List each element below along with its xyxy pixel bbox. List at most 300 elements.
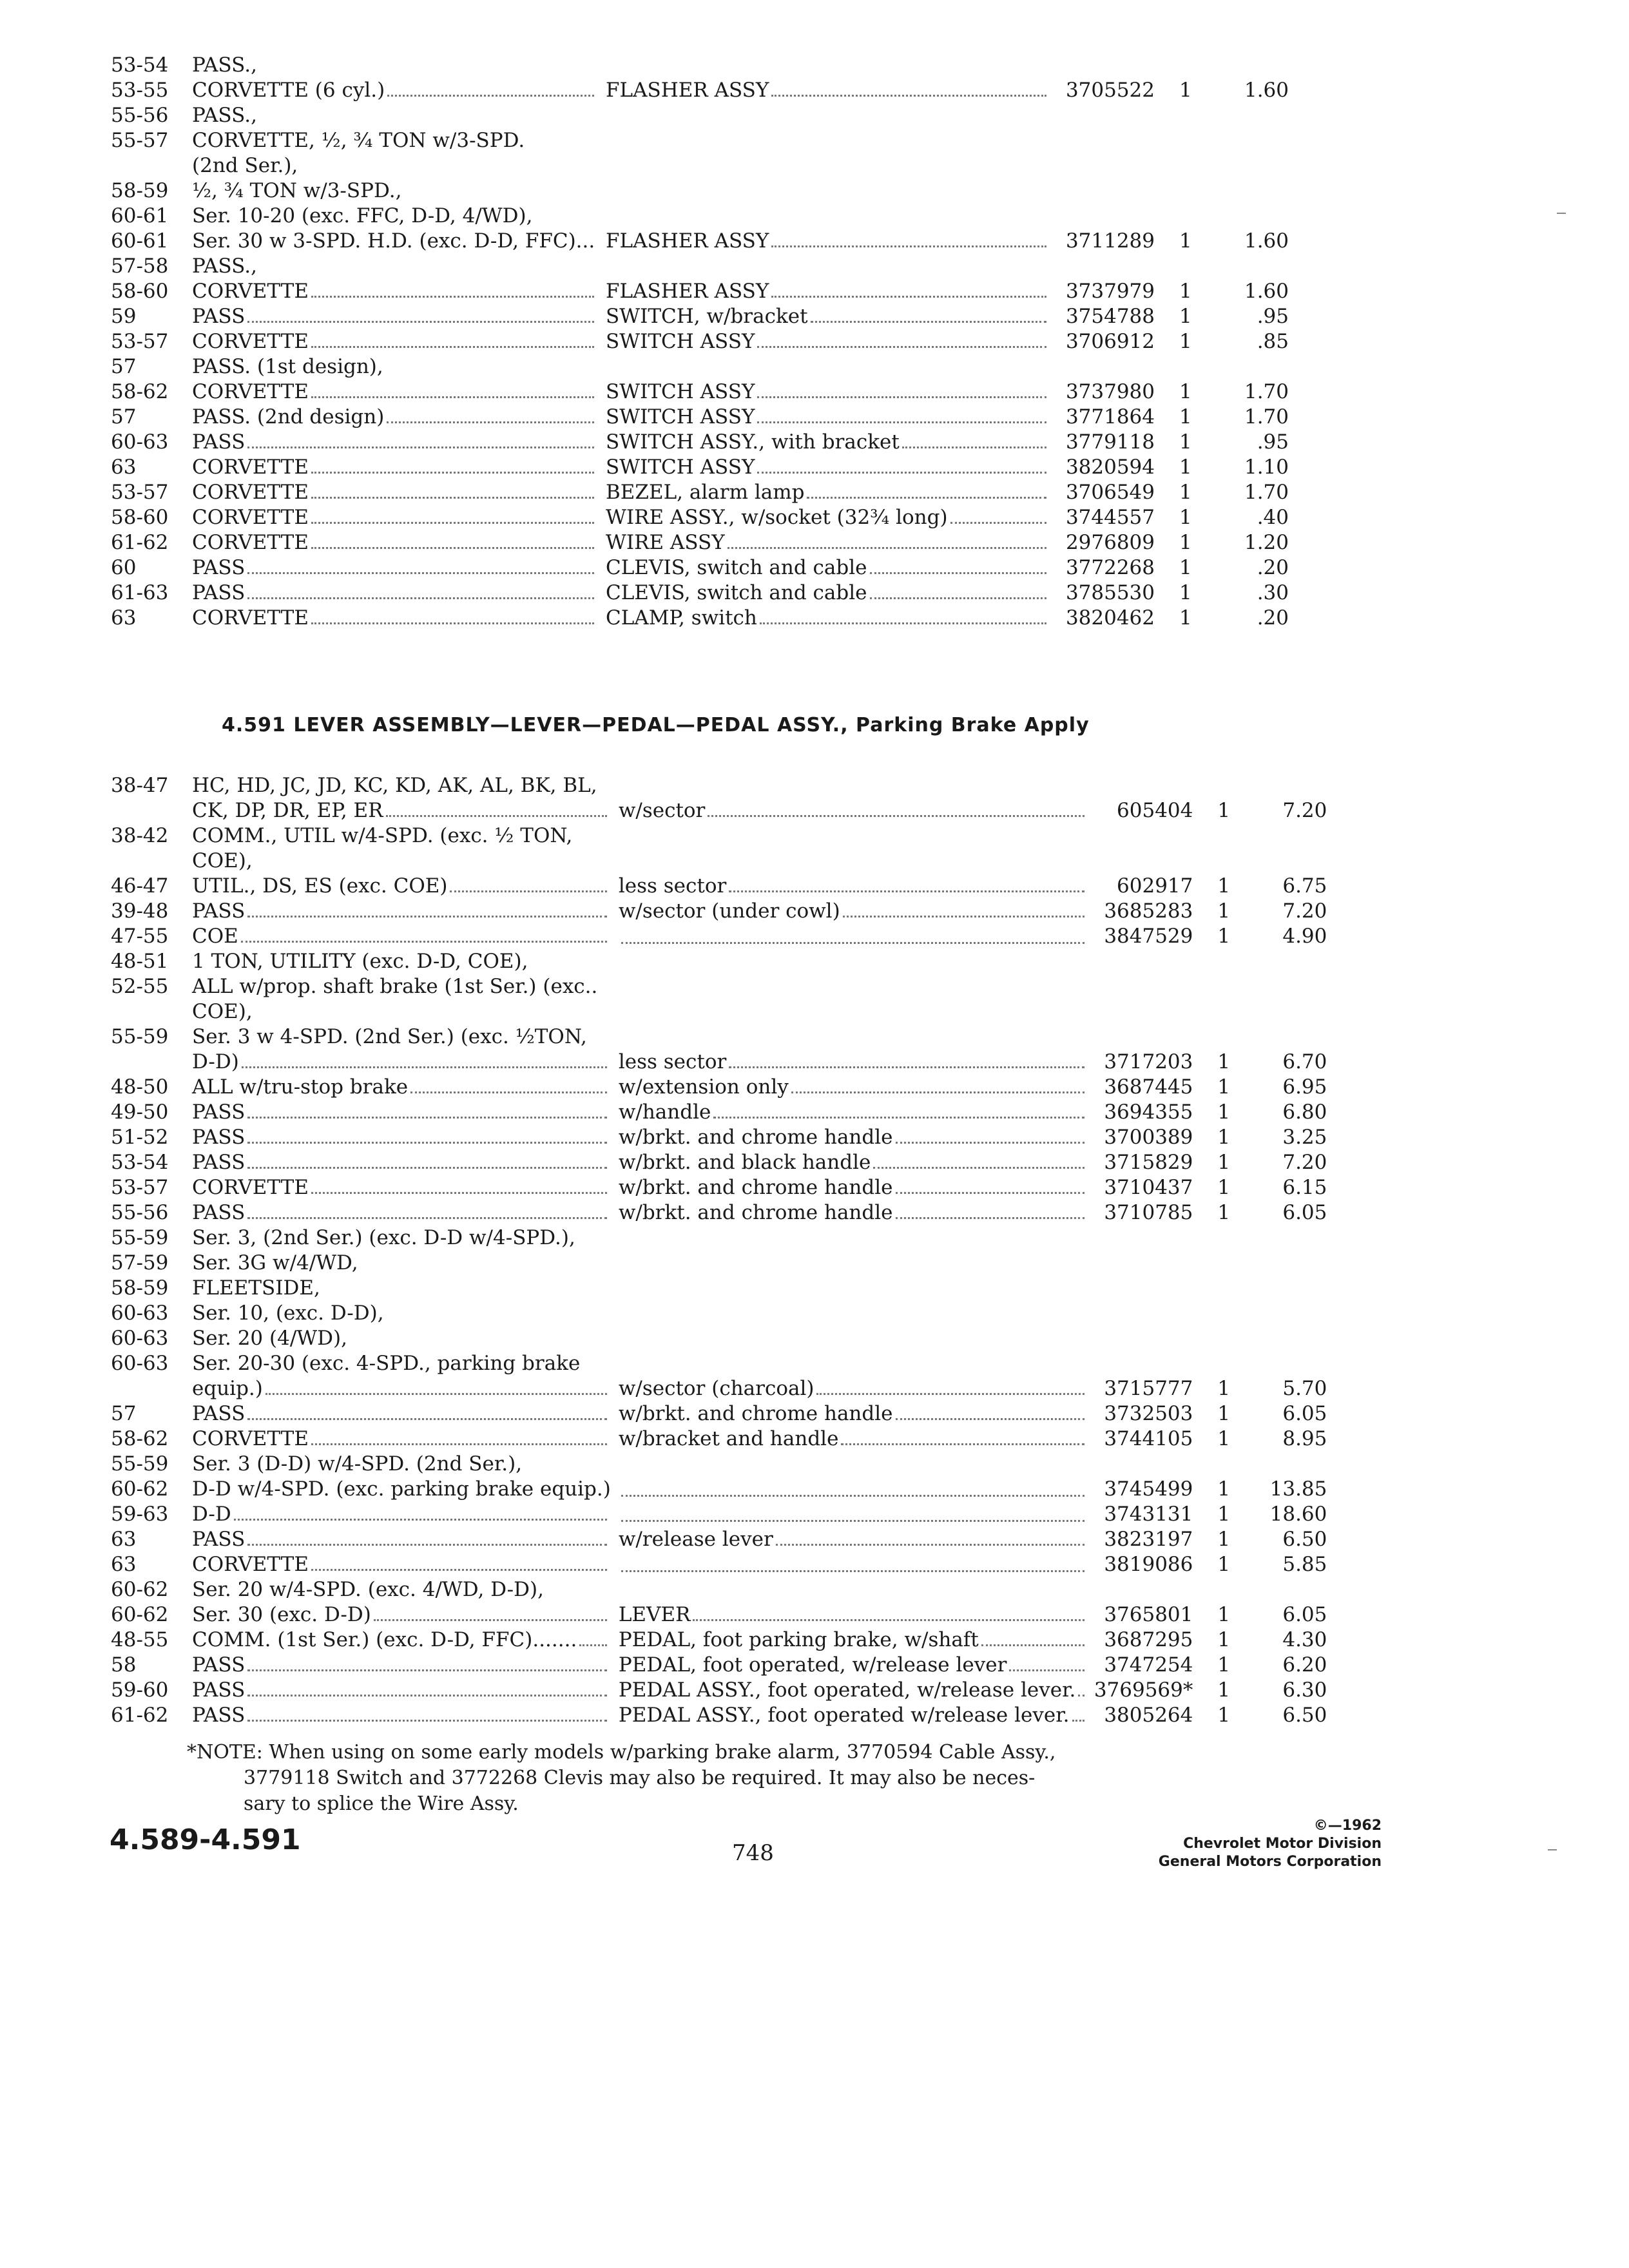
part-description: [611, 924, 1089, 949]
price: .40: [1257, 506, 1289, 529]
part-number: 3847529: [1104, 925, 1193, 948]
part-number: 3715829: [1104, 1151, 1193, 1174]
dot-leader: [621, 942, 1085, 944]
part-description: [611, 999, 1089, 1024]
part-number: 3737979: [1065, 280, 1155, 303]
part-number: 3687445: [1104, 1075, 1193, 1099]
model-years: 53-57: [111, 481, 169, 504]
table-row: [111, 1024, 1327, 1050]
dot-leader: [387, 95, 594, 97]
part-number: [1050, 354, 1173, 380]
model-description: [192, 430, 598, 455]
model-description-text: Ser. 3, (2nd Ser.) (exc. D-D w/4-SPD.),: [192, 1226, 575, 1249]
model-description: [192, 405, 598, 430]
table-row: [111, 1301, 1327, 1326]
quantity: 1: [1179, 380, 1192, 403]
table-row: [111, 78, 1289, 103]
model-description: [192, 1200, 611, 1225]
part-description-text: WIRE ASSY: [606, 531, 725, 554]
model-description: [192, 480, 598, 505]
price: [1224, 178, 1289, 204]
part-description-text: w/brkt. and chrome handle: [618, 1402, 893, 1425]
model-description-text: Ser. 3G w/4/WD,: [192, 1251, 358, 1274]
table-row: [111, 430, 1289, 455]
part-number: [1088, 999, 1211, 1024]
dot-leader: [896, 1217, 1085, 1219]
dot-leader: [247, 916, 607, 918]
model-description-text: CORVETTE: [192, 456, 309, 479]
model-description-text: 1 TON, UTILITY (exc. D-D, COE),: [192, 950, 528, 973]
dot-leader: [234, 1519, 607, 1521]
price: [1262, 1225, 1327, 1251]
quantity: [1173, 354, 1224, 380]
part-description: [611, 1628, 1089, 1653]
price: [1262, 1024, 1327, 1050]
quantity: 1: [1217, 1553, 1231, 1576]
part-description-text: w/bracket and handle: [618, 1427, 839, 1450]
margin-mark: [1557, 213, 1566, 214]
quantity: 1: [1179, 79, 1192, 102]
dot-leader: [621, 1520, 1085, 1522]
model-description-text: D-D): [192, 1050, 239, 1073]
dot-leader: [896, 1418, 1085, 1420]
model-years: 60-63: [111, 1352, 169, 1375]
part-description: [611, 823, 1089, 849]
part-description-text: w/brkt. and chrome handle: [618, 1176, 893, 1199]
part-number: 3694355: [1104, 1100, 1193, 1124]
part-description-text: SWITCH ASSY: [606, 330, 755, 353]
dot-leader: [791, 1091, 1085, 1093]
dot-leader: [387, 421, 594, 423]
dot-leader: [757, 346, 1046, 348]
copyright-block: [1159, 1817, 1382, 1871]
part-description-text: PEDAL ASSY., foot operated, w/release lever.: [618, 1678, 1076, 1702]
table-row: [111, 1602, 1327, 1628]
model-years: 58-59: [111, 1276, 169, 1300]
part-description: [598, 405, 1050, 430]
table-row: [111, 505, 1289, 530]
model-description: [192, 153, 598, 178]
table-row: [111, 1653, 1327, 1678]
margin-mark: [1548, 1849, 1557, 1850]
division-name: Chevrolet Motor Division: [1183, 1836, 1382, 1852]
price: [1262, 773, 1327, 798]
part-description-text: FLASHER ASSY: [606, 79, 769, 102]
part-description: [611, 949, 1089, 974]
model-description: [192, 1301, 611, 1326]
table-row: [111, 354, 1289, 380]
part-description: [598, 153, 1050, 178]
quantity: 1: [1217, 1603, 1231, 1626]
part-number: 3820462: [1065, 606, 1155, 629]
part-description: [611, 1276, 1089, 1301]
dot-leader: [311, 1443, 607, 1445]
model-description: [192, 505, 598, 530]
part-number: 3743131: [1104, 1503, 1193, 1526]
model-description-text: ALL w/prop. shaft brake (1st Ser.) (exc..: [192, 975, 598, 998]
part-description: [598, 304, 1050, 329]
part-description: [598, 178, 1050, 204]
quantity: 1: [1217, 1402, 1231, 1425]
part-description: [611, 773, 1089, 798]
price: [1262, 1326, 1327, 1351]
part-number: 3710785: [1104, 1201, 1193, 1224]
section-heading: 4.591 LEVER ASSEMBLY—LEVER—PEDAL—PEDAL ASSY., Parking Brake Apply: [222, 714, 1090, 736]
price: [1262, 849, 1327, 874]
dot-leader: [811, 321, 1046, 323]
model-years: 39-48: [111, 899, 169, 923]
price: 6.30: [1282, 1678, 1327, 1702]
part-description: [611, 798, 1089, 823]
quantity: [1173, 178, 1224, 204]
table-row: [111, 1100, 1327, 1125]
part-number: 3771864: [1065, 405, 1155, 428]
part-description-text: WIRE ASSY., w/socket (32¾ long): [606, 506, 948, 529]
model-description-text: CORVETTE, ½, ¾ TON w/3-SPD.: [192, 129, 525, 152]
model-description-text: CORVETTE: [192, 481, 309, 504]
model-description: [192, 1653, 611, 1678]
price: 1.10: [1244, 456, 1289, 479]
table-row: [111, 924, 1327, 949]
table-row: [111, 1075, 1327, 1100]
table-row: [111, 1251, 1327, 1276]
model-years: 60-62: [111, 1603, 169, 1626]
table-row: [111, 1376, 1327, 1401]
price: 7.20: [1282, 1151, 1327, 1174]
part-description: [598, 505, 1050, 530]
model-years: 48-51: [111, 950, 169, 973]
dot-leader: [311, 1192, 607, 1194]
footnote-line: 3779118 Switch and 3772268 Clevis may also be required. It may also be neces-: [244, 1767, 1036, 1789]
model-description: [192, 606, 598, 631]
part-number: 2976809: [1065, 531, 1155, 554]
dot-leader: [241, 941, 607, 943]
model-description: [192, 380, 598, 405]
model-description-text: UTIL., DS, ES (exc. COE): [192, 874, 448, 898]
price: [1224, 53, 1289, 78]
price: 6.70: [1282, 1050, 1327, 1073]
footnote: [187, 1740, 1083, 1817]
model-years: [111, 1050, 192, 1075]
quantity: [1211, 849, 1262, 874]
part-description: [611, 1602, 1089, 1628]
dot-leader: [757, 472, 1046, 474]
part-description: [611, 1225, 1089, 1251]
price: [1224, 254, 1289, 279]
part-description: [611, 1502, 1089, 1527]
quantity: [1211, 1452, 1262, 1477]
model-description: [192, 974, 611, 999]
part-description: [598, 455, 1050, 480]
model-years: 51-52: [111, 1126, 169, 1149]
model-years: 57: [111, 355, 137, 378]
model-years: 58-62: [111, 380, 169, 403]
quantity: 1: [1217, 1075, 1231, 1099]
price: 6.05: [1282, 1603, 1327, 1626]
part-description-text: FLASHER ASSY: [606, 229, 769, 253]
part-number: [1050, 204, 1173, 229]
model-description: [192, 1225, 611, 1251]
part-description-text: PEDAL, foot parking brake, w/shaft: [618, 1628, 979, 1651]
price: [1262, 974, 1327, 999]
table-row: [111, 279, 1289, 304]
part-description: [611, 1401, 1089, 1427]
dot-leader: [950, 522, 1046, 524]
part-number: 3823197: [1104, 1528, 1193, 1551]
model-description-text: ½, ¾ TON w/3-SPD.,: [192, 179, 402, 202]
model-years: 58: [111, 1653, 137, 1677]
table-row: [111, 823, 1327, 849]
table-row: [111, 1150, 1327, 1175]
model-years: 63: [111, 606, 137, 629]
quantity: 1: [1217, 1477, 1231, 1501]
model-years: 60-63: [111, 430, 169, 454]
table-row: [111, 1628, 1327, 1653]
part-description-text: w/extension only: [618, 1075, 789, 1099]
table-row: [111, 1577, 1327, 1602]
quantity: 1: [1217, 1050, 1231, 1073]
quantity: [1211, 823, 1262, 849]
quantity: 1: [1179, 330, 1192, 353]
model-description: [192, 1703, 611, 1728]
dot-leader: [771, 245, 1046, 247]
table-row: [111, 254, 1289, 279]
dot-leader: [311, 346, 594, 348]
dot-leader: [757, 396, 1046, 398]
part-description: [611, 1050, 1089, 1075]
quantity: 1: [1179, 556, 1192, 579]
table-row: [111, 178, 1289, 204]
table-row: [111, 1225, 1327, 1251]
footnote-line: sary to splice the Wire Assy.: [244, 1792, 519, 1815]
part-number: [1088, 1452, 1211, 1477]
model-years: 53-54: [111, 1151, 169, 1174]
model-description: [192, 581, 598, 606]
part-description: [611, 1703, 1089, 1728]
model-description-text: PASS.,: [192, 255, 257, 278]
quantity: 1: [1179, 581, 1192, 604]
part-number: 3711289: [1065, 229, 1155, 253]
quantity: [1211, 974, 1262, 999]
table-row: [111, 1552, 1327, 1577]
price: 8.95: [1282, 1427, 1327, 1450]
dot-leader: [841, 1443, 1084, 1445]
model-years: 47-55: [111, 925, 169, 948]
part-description: [611, 1678, 1089, 1703]
part-description-text: PEDAL, foot operated, w/release lever: [618, 1653, 1007, 1677]
model-years: 53-57: [111, 1176, 169, 1199]
model-description-text: PASS: [192, 1201, 246, 1224]
dot-leader: [757, 421, 1046, 423]
model-years: 38-42: [111, 824, 169, 847]
part-description: [611, 849, 1089, 874]
part-description: [611, 1200, 1089, 1225]
part-description: [598, 78, 1050, 103]
model-description-text: PASS: [192, 430, 246, 454]
dot-leader: [729, 1066, 1084, 1068]
part-number: 602917: [1117, 874, 1193, 898]
table-row: [111, 53, 1289, 78]
part-description-text: w/handle: [618, 1100, 711, 1124]
part-description: [598, 606, 1050, 631]
quantity: [1173, 53, 1224, 78]
part-description: [598, 555, 1050, 581]
table-row: [111, 798, 1327, 823]
model-description-text: ALL w/tru-stop brake: [192, 1075, 409, 1099]
price: 1.70: [1244, 380, 1289, 403]
price: 6.50: [1282, 1704, 1327, 1727]
model-description-text: PASS: [192, 1653, 246, 1677]
model-description-text: D-D w/4-SPD. (exc. parking brake equip.): [192, 1477, 611, 1501]
table-row: [111, 1703, 1327, 1728]
part-number: 3772268: [1065, 556, 1155, 579]
dot-leader: [247, 1117, 607, 1119]
quantity: 1: [1179, 405, 1192, 428]
part-description: [611, 1251, 1089, 1276]
page-number: 748: [732, 1840, 774, 1866]
quantity: [1211, 999, 1262, 1024]
quantity: 1: [1217, 1528, 1231, 1551]
part-number: 3705522: [1065, 79, 1155, 102]
part-number: 3706912: [1065, 330, 1155, 353]
part-number: 3700389: [1104, 1126, 1193, 1149]
model-description-text: PASS: [192, 581, 246, 604]
quantity: 1: [1217, 1427, 1231, 1450]
price: [1262, 1251, 1327, 1276]
dot-leader: [247, 1217, 607, 1219]
part-description-text: SWITCH ASSY: [606, 405, 755, 428]
part-number: [1088, 1326, 1211, 1351]
price: [1262, 1351, 1327, 1376]
model-description: [192, 1075, 611, 1100]
model-description: [192, 178, 598, 204]
model-years: [111, 849, 192, 874]
quantity: 1: [1217, 899, 1231, 923]
model-description: [192, 53, 598, 78]
quantity: 1: [1217, 1377, 1231, 1400]
model-description-text: CORVETTE: [192, 330, 309, 353]
dot-leader: [247, 1720, 607, 1722]
model-description-text: Ser. 30 (exc. D-D): [192, 1603, 371, 1626]
part-description-text: w/release lever: [618, 1528, 773, 1551]
quantity: [1173, 103, 1224, 128]
dot-leader: [870, 597, 1047, 599]
part-description-text: BEZEL, alarm lamp: [606, 481, 805, 504]
price: [1224, 354, 1289, 380]
part-description: [611, 1175, 1089, 1200]
table-row: [111, 999, 1327, 1024]
part-description: [611, 1125, 1089, 1150]
model-description-text: PASS. (1st design),: [192, 355, 383, 378]
table-row: [111, 555, 1289, 581]
table-row: [111, 1175, 1327, 1200]
dot-leader: [247, 1695, 607, 1696]
model-description-text: Ser. 20 w/4-SPD. (exc. 4/WD, D-D),: [192, 1578, 544, 1601]
part-description: [598, 229, 1050, 254]
table-row: [111, 530, 1289, 555]
table-row: [111, 204, 1289, 229]
part-description: [611, 1376, 1089, 1401]
price: 1.70: [1244, 481, 1289, 504]
model-years: 49-50: [111, 1100, 169, 1124]
dot-leader: [450, 890, 606, 892]
model-description-text: Ser. 20-30 (exc. 4-SPD., parking brake: [192, 1352, 581, 1375]
dot-leader: [311, 547, 594, 549]
price: [1262, 949, 1327, 974]
part-description: [598, 530, 1050, 555]
part-number: [1088, 1301, 1211, 1326]
part-description-text: FLASHER ASSY: [606, 280, 769, 303]
dot-leader: [771, 296, 1046, 298]
part-description-text: w/sector (charcoal): [618, 1377, 815, 1400]
quantity: 1: [1217, 1704, 1231, 1727]
quantity: 1: [1217, 1678, 1231, 1702]
quantity: 1: [1217, 1201, 1231, 1224]
part-description: [611, 1301, 1089, 1326]
model-description: [192, 1125, 611, 1150]
part-description-text: CLAMP, switch: [606, 606, 757, 629]
quantity: 1: [1217, 1503, 1231, 1526]
model-description-text: CORVETTE: [192, 606, 309, 629]
quantity: 1: [1179, 229, 1192, 253]
part-description: [611, 1351, 1089, 1376]
model-years: 55-57: [111, 129, 169, 152]
part-description-text: w/sector: [618, 799, 706, 822]
table-row: [111, 581, 1289, 606]
part-description-text: less sector: [618, 1050, 727, 1073]
price: [1262, 1301, 1327, 1326]
model-years: 61-63: [111, 581, 169, 604]
part-number: [1050, 254, 1173, 279]
model-years: 48-50: [111, 1075, 169, 1099]
quantity: [1211, 1024, 1262, 1050]
model-years: 58-62: [111, 1427, 169, 1450]
part-description: [611, 1653, 1089, 1678]
model-description-text: COE),: [192, 849, 253, 872]
part-number: 605404: [1117, 799, 1193, 822]
table-row: [111, 405, 1289, 430]
table-row: [111, 455, 1289, 480]
dot-leader: [247, 572, 594, 574]
dot-leader: [247, 1544, 607, 1546]
part-description: [611, 1150, 1089, 1175]
dot-leader: [1078, 1695, 1084, 1696]
quantity: [1173, 153, 1224, 178]
part-description: [611, 1477, 1089, 1502]
model-description: [192, 329, 598, 354]
price: 6.20: [1282, 1653, 1327, 1677]
model-years: 53-55: [111, 79, 169, 102]
model-years: 57-59: [111, 1251, 169, 1274]
part-description: [598, 53, 1050, 78]
part-description-text: w/sector (under cowl): [618, 899, 840, 923]
part-description: [598, 254, 1050, 279]
dot-leader: [728, 547, 1046, 549]
model-description-text: PASS.,: [192, 104, 257, 127]
model-years: 60-62: [111, 1578, 169, 1601]
dot-leader: [311, 522, 594, 524]
price: 4.90: [1282, 925, 1327, 948]
table-row: [111, 128, 1289, 153]
dot-leader: [247, 1669, 607, 1671]
part-description: [611, 1075, 1089, 1100]
part-description-text: w/brkt. and chrome handle: [618, 1126, 893, 1149]
price: 6.05: [1282, 1201, 1327, 1224]
part-description: [598, 380, 1050, 405]
price: 1.70: [1244, 405, 1289, 428]
model-description: [192, 1678, 611, 1703]
part-description: [598, 128, 1050, 153]
